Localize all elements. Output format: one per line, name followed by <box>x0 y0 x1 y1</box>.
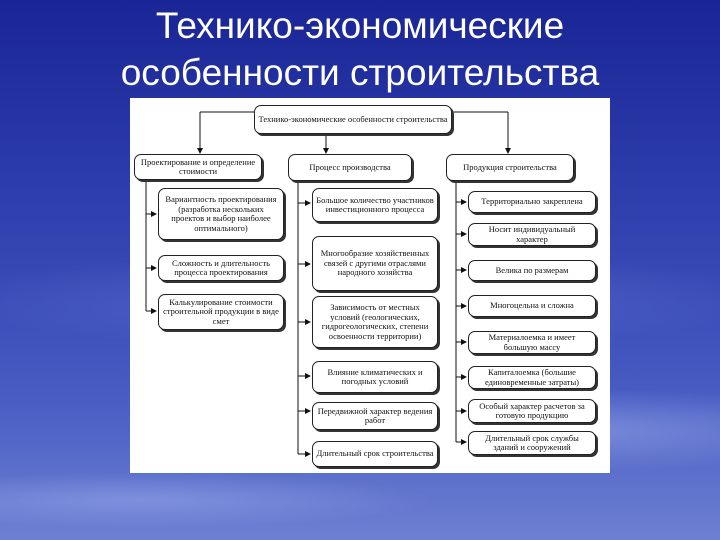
col2-item-node <box>312 188 438 222</box>
col3-item-node <box>468 331 596 354</box>
col3-item-node <box>468 431 596 455</box>
col3-item-label: Материалоемка и имеет большую массу <box>488 332 576 352</box>
col2-item-node <box>312 361 438 393</box>
col1-item-label: Вариантность проектирования (разработка нескольких проектов и выбор наиболее оптимального) <box>165 194 277 233</box>
col3-item-node <box>468 399 596 423</box>
col1-header-node <box>134 154 262 180</box>
col2-item-label: Передвижной характер ведения работ <box>317 405 433 425</box>
col3-item-node <box>468 295 596 317</box>
col2-item-node <box>312 236 438 291</box>
col2-item-label: Многообразие хозяйственных связей с другими отраслями народного хозяйства <box>320 248 430 278</box>
col3-item-label: Длительный срок службы зданий и сооружений <box>485 432 579 452</box>
slide-title-line-2: особенности строительства <box>120 52 600 93</box>
col1-item-node <box>158 255 284 281</box>
col3-item-node <box>468 366 596 389</box>
slide-title-line-1: Технико-экономические <box>155 5 565 46</box>
col1-item-label: Сложность и длительность процесса проектирования <box>171 257 271 277</box>
col2-item-node <box>312 296 438 348</box>
col1-item-label: Калькулирование стоимости строительной продукции в виде смет <box>163 296 279 326</box>
col1-header-label: Проектирование и определение стоимости <box>140 156 256 176</box>
col3-item-label: Капиталоемка (большие единовременные затраты) <box>484 367 579 387</box>
col3-header-label: Продукция строительства <box>463 161 557 172</box>
col2-item-label: Длительный срок строительства <box>316 448 434 459</box>
col2-item-node <box>312 441 438 467</box>
diagram <box>130 98 610 473</box>
slide-title <box>0 2 720 96</box>
col2-item-node <box>312 402 438 430</box>
root-node <box>254 105 452 134</box>
col3-item-node <box>468 223 596 246</box>
col2-header-node <box>288 154 412 181</box>
col3-item-node <box>468 260 596 281</box>
col2-item-label: Зависимость от местных условий (геологических, гидрогеологических, степени освоенности территории) <box>321 302 429 341</box>
col3-header-node <box>446 154 574 181</box>
col2-item-label: Большое количество участников инвестиционного процесса <box>316 194 434 214</box>
col3-item-node <box>468 191 596 213</box>
col3-item-label: Велика по размерам <box>495 264 569 275</box>
col1-item-node <box>158 294 284 330</box>
col2-header-label: Процесс производства <box>309 161 391 172</box>
col3-item-label: Особый характер расчетов за готовую продукцию <box>479 400 585 420</box>
col3-item-label: Носит индивидуальный характер <box>488 224 576 244</box>
col3-item-label: Территориально закреплена <box>481 196 583 207</box>
col1-item-node <box>158 188 284 240</box>
root-node-label: Технико-экономические особенности строительства <box>258 113 448 124</box>
col3-item-label: Многоцельна и сложна <box>490 300 574 311</box>
col2-item-label: Влияние климатических и погодных условий <box>327 366 423 386</box>
